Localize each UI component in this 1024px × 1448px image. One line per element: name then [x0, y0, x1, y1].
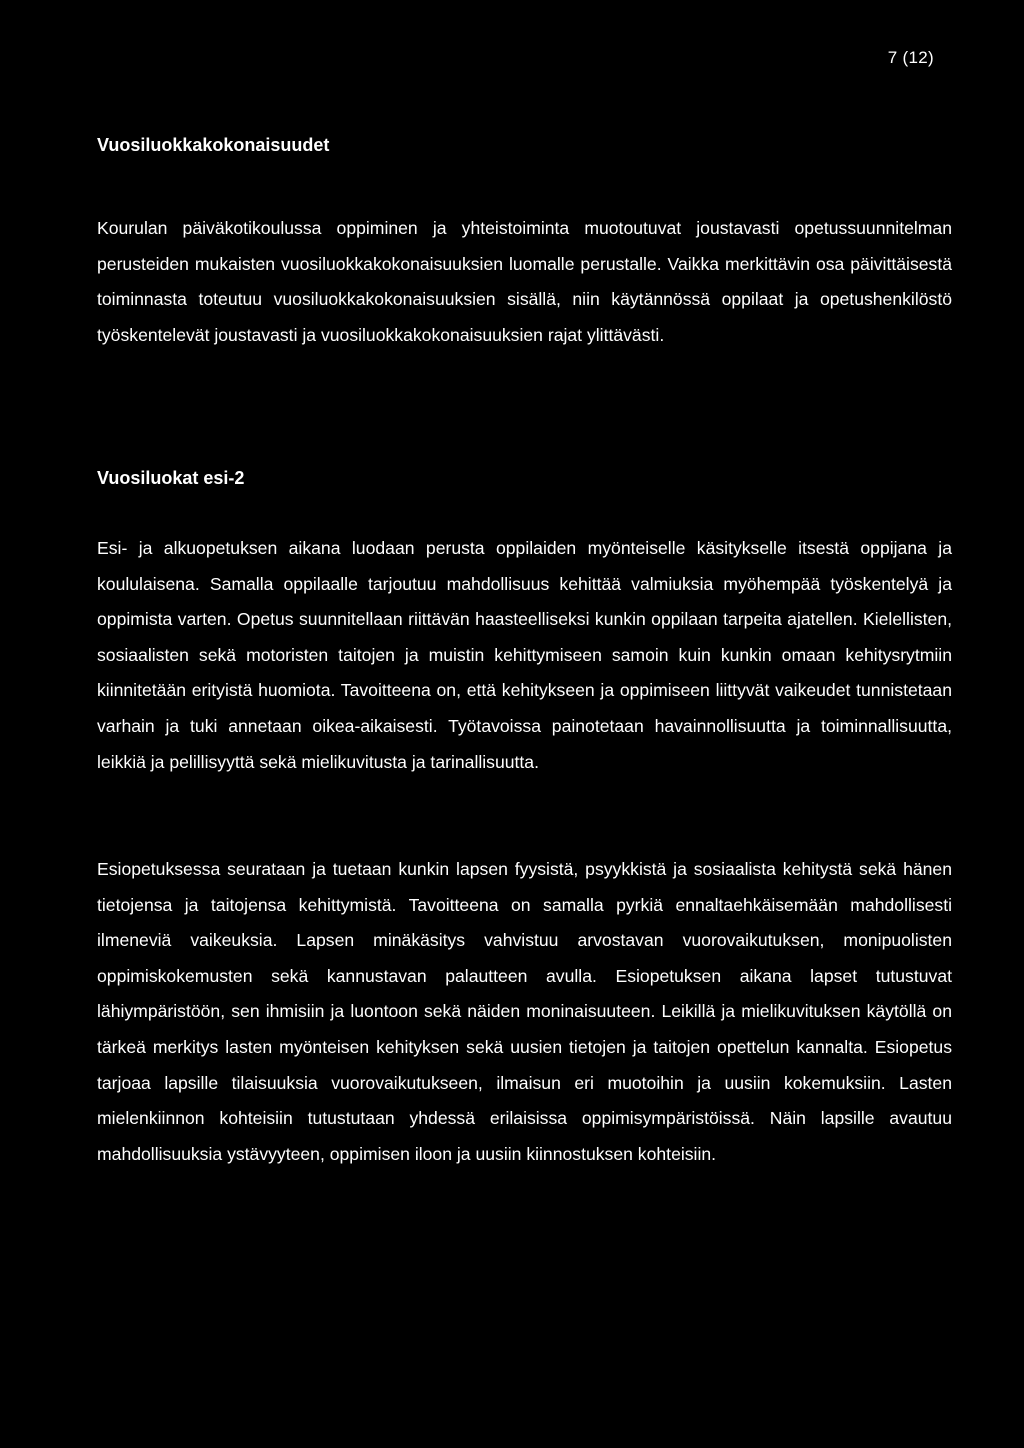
paragraph: Esi- ja alkuopetuksen aikana luodaan perusta oppilaiden myönteiselle käsitykselle itsestä oppijana ja koululaisena. Samalla oppilaalle tarjoutuu mahdollisuus kehittää valmiuksia myöhempää työskentelyä ja oppimista varten. Opetus suunnitellaan riittävän haasteelliseksi kunkin oppilaan tarpeita ajatellen. Kielellisten, sosiaalisten sekä motoristen taitojen ja muistin kehittymiseen samoin kuin kunkin omaan kehitysrytmiin kiinnitetään erityistä huomiota. Tavoitteena on, että kehitykseen ja oppimiseen liittyvät vaikeudet tunnistetaan varhain ja tuki annetaan oikea-aikaisesti. Työtavoissa painotetaan havainnollisuutta ja toiminnallisuutta, leikkiä ja pelillisyyttä sekä mielikuvitusta ja tarinallisuutta.: [97, 538, 952, 772]
page-number: 7 (12): [887, 48, 934, 67]
section-heading-vuosiluokat-esi-2: Vuosiluokat esi-2: [97, 468, 245, 488]
section-heading-vuosiluokkakokonaisuudet: Vuosiluokkakokonaisuudet: [97, 135, 330, 155]
paragraph: Kourulan päiväkotikoulussa oppiminen ja yhteistoiminta muotoutuvat joustavasti opetussuunnitelman perusteiden mukaisten vuosiluokkakokonaisuuksien luomalle perustalle. Vaikka merkittävin osa päivittäisestä toiminnasta toteutuu vuosiluokkakokonaisuuksien sisällä, niin käytännössä oppilaat ja opetushenkilöstö työskentelevät joustavasti ja vuosiluokkakokonaisuuksien rajat ylittävästi.: [97, 218, 952, 345]
paragraph: Esiopetuksessa seurataan ja tuetaan kunkin lapsen fyysistä, psyykkistä ja sosiaalista kehitystä sekä hänen tietojensa ja taitojensa kehittymistä. Tavoitteena on samalla pyrkiä ennaltaehkäisemään mahdollisesti ilmeneviä vaikeuksia. Lapsen minäkäsitys vahvistuu arvostavan vuorovaikutuksen, monipuolisten oppimiskokemusten sekä kannustavan palautteen avulla. Esiopetuksen aikana lapset tutustuvat lähiympäristöön, sen ihmisiin ja luontoon sekä näiden moninaisuuteen. Leikillä ja mielikuvituksen käytöllä on tärkeä merkitys lasten myönteisen kehityksen sekä uusien tietojen ja taitojen opettelun kannalta. Esiopetus tarjoaa lapsille tilaisuuksia vuorovaikutukseen, ilmaisun eri muotoihin ja uusiin kokemuksiin. Lasten mielenkiinnon kohteisiin tutustutaan yhdessä erilaisissa oppimisympäristöissä. Näin lapsille avautuu mahdollisuuksia ystävyyteen, oppimisen iloon ja uusiin kiinnostuksen kohteisiin.: [97, 859, 952, 1164]
